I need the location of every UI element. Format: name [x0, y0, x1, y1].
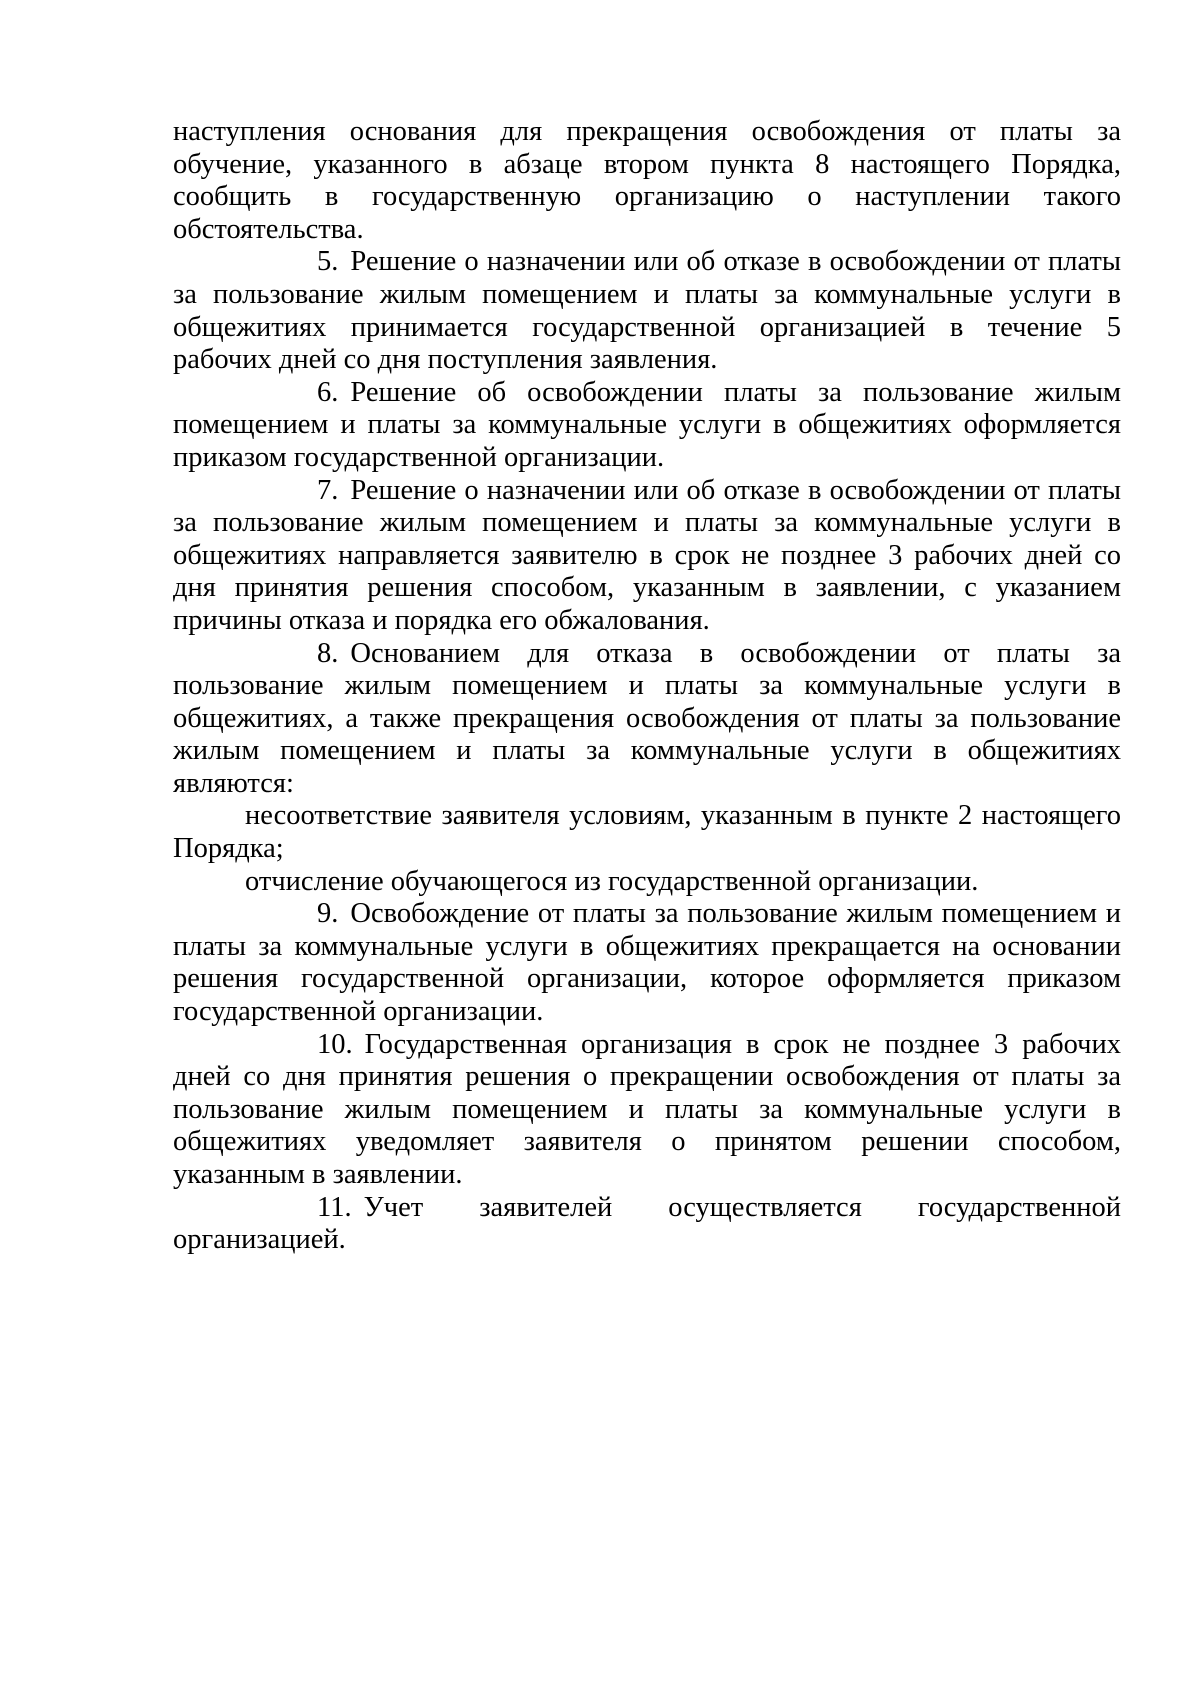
clause-text: Решение о назначении или об отказе в освобождении от платы за пользование жилым помещением и платы за коммунальные услуги в общежитиях принимается государственной организацией в течение 5 рабочих дней со дня поступления заявления.: [173, 246, 1121, 376]
clause-8: [173, 638, 1121, 801]
clause-text: Учет заявителей осуществляется государственной организацией.: [173, 1191, 1121, 1256]
paragraph-text: наступления основания для прекращения освобождения от платы за обучение, указанного в абзаце втором пункта 8 настоящего Порядка, сообщить в государственную организацию о наступлении такого обстоятельства.: [173, 116, 1121, 245]
clause-6: [173, 377, 1121, 475]
paragraph-text: несоответствие заявителя условиям, указанным в пункте 2 настоящего Порядка;: [173, 800, 1121, 865]
clause-number: 11.: [317, 1191, 352, 1223]
clause-7: [173, 475, 1121, 638]
paragraph-text: отчисление обучающегося из государственной организации.: [245, 865, 979, 897]
clause-number: 5.: [317, 246, 339, 278]
clause-text: Государственная организация в срок не позднее 3 рабочих дней со дня принятия решения о прекращении освобождения от платы за пользование жилым помещением и платы за коммунальные услуги в общежитиях уведомляет заявителя о принятом решении способом, указанным в заявлении.: [173, 1028, 1121, 1190]
paragraph-continuation: [173, 116, 1121, 246]
clause-number: 10.: [317, 1028, 353, 1060]
clause-8-condition-2: [173, 866, 1121, 899]
clause-text: Освобождение от платы за пользование жилым помещением и платы за коммунальные услуги в общежитиях прекращается на основании решения государственной организации, которое оформляется приказом государственной организации.: [173, 898, 1121, 1028]
clause-number: 9.: [317, 898, 339, 930]
clause-text: Основанием для отказа в освобождении от платы за пользование жилым помещением и платы за коммунальные услуги в общежитиях, а также прекращения освобождения от платы за пользование жилым помещением и платы за коммунальные услуги в общежитиях являются:: [173, 637, 1121, 799]
clause-text: Решение об освобождении платы за пользование жилым помещением и платы за коммунальные услуги в общежитиях оформляется приказом государственной организации.: [173, 376, 1121, 473]
clause-text: Решение о назначении или об отказе в освобождении от платы за пользование жилым помещением и платы за коммунальные услуги в общежитиях направляется заявителю в срок не позднее 3 рабочих дней со дня принятия решения способом, указанным в заявлении, с указанием причины отказа и порядка его обжалования.: [173, 474, 1121, 636]
clause-number: 6.: [317, 376, 339, 408]
clause-number: 8.: [317, 637, 339, 669]
clause-9: [173, 898, 1121, 1028]
clause-number: 7.: [317, 474, 339, 506]
clause-8-condition-1: [173, 800, 1121, 865]
clause-10: [173, 1029, 1121, 1192]
clause-11: [173, 1192, 1121, 1257]
document-body: [173, 116, 1121, 1257]
clause-5: [173, 246, 1121, 376]
